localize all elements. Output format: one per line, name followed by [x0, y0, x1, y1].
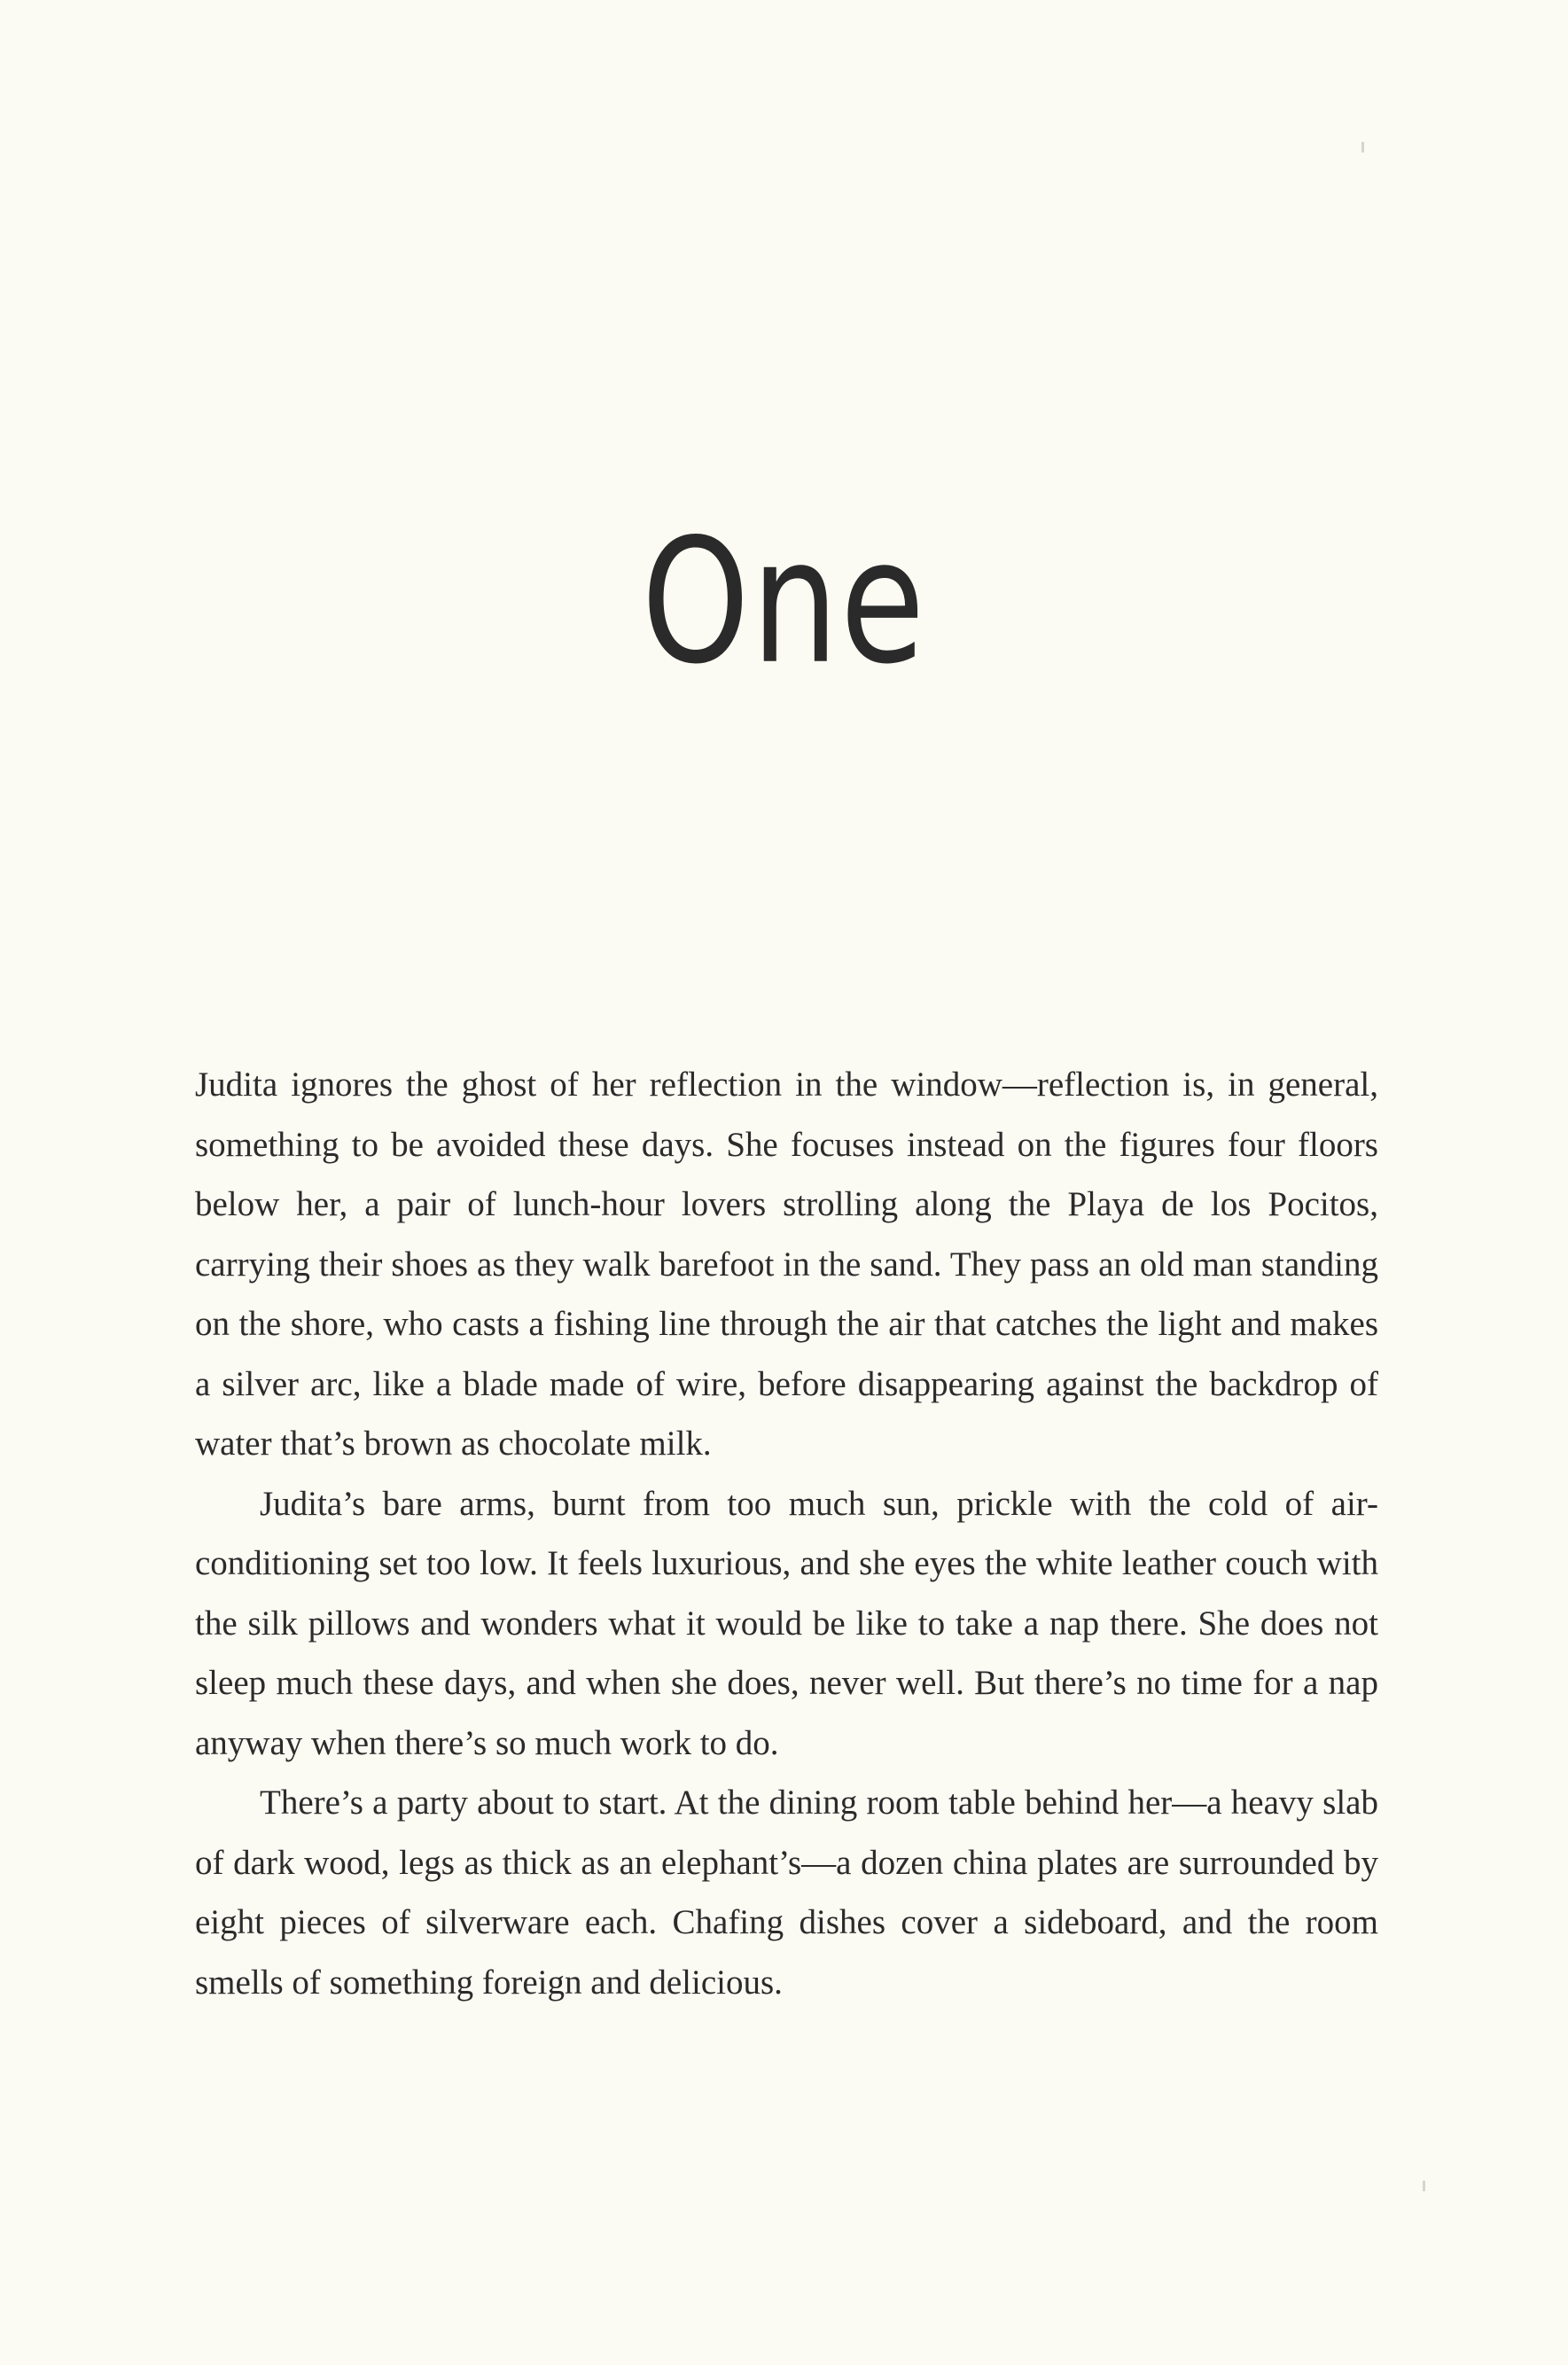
paragraph: Judita ignores the ghost of her reflection in the window—reflection is, in general, something to be avoided these days. She focuses instead on the figures four floors below her, a pair of lunch-hour lovers strolling along the Playa de los Pocitos, carrying their shoes as they walk barefoot in the sand. They pass an old man standing on the shore, who casts a fishing line through the air that catches the light and makes a silver arc, like a blade made of wire, before disappearing against the backdrop of water that’s brown as chocolate milk. — [195, 1065, 1378, 1463]
paragraph: There’s a party about to start. At the dining room table behind her—a heavy slab of dark wood, legs as thick as an elephant’s—a dozen china plates are surrounded by eight pieces of silverware each. Chafing dishes cover a sideboard, and the room smells of something foreign and delicious. — [195, 1784, 1378, 2002]
scan-speck — [1361, 142, 1364, 152]
scan-speck — [1423, 2181, 1425, 2191]
paragraph: Judita’s bare arms, burnt from too much sun, prickle with the cold of air-conditioning set too low. It feels luxurious, and she eyes the white leather couch with the silk pillows and wonders what it would be like to take a nap there. She does not sleep much these days, and when she does, never well. But there’s no time for a nap anyway when there’s so much work to do. — [195, 1484, 1378, 1762]
chapter-title: One — [641, 501, 927, 702]
chapter-body — [195, 1055, 1378, 2012]
